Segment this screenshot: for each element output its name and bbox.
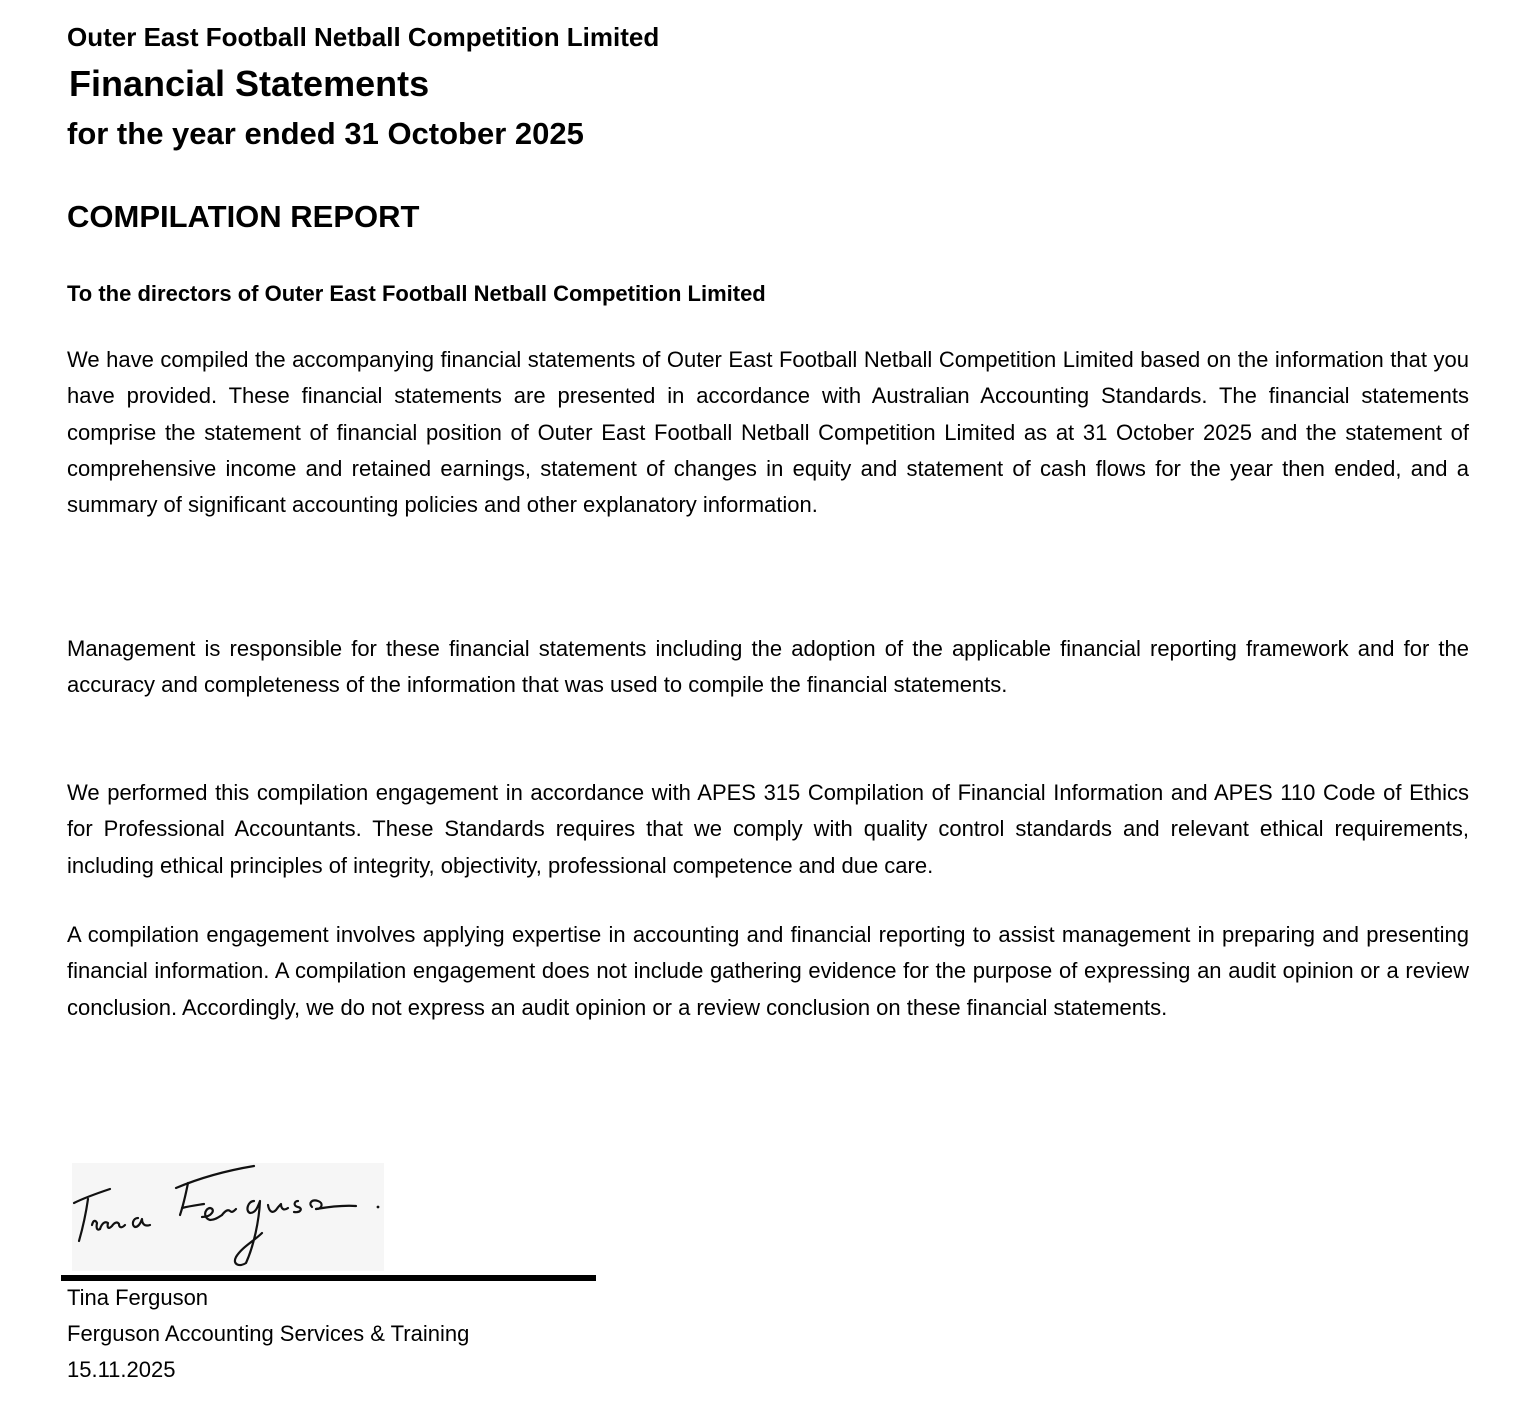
report-addressee: To the directors of Outer East Football Netball Competition Limited [67,281,766,306]
handwritten-signature [72,1163,384,1271]
signature-date: 15.11.2025 [67,1357,176,1382]
report-paragraph: We performed this compilation engagement in accordance with APES 315 Compilation of Financial Information and APES 110 Code of Ethics for Professional Accountants. These Standards requires that we comply with quality control standards and relevant ethical requirements, including ethical principles of integrity, objectivity, professional competence and due care. [67,780,1469,878]
signatory-firm: Ferguson Accounting Services & Training [67,1321,470,1346]
organisation-name: Outer East Football Netball Competition Limited [67,22,660,52]
reporting-period: for the year ended 31 October 2025 [67,116,584,151]
signature-image [72,1163,384,1271]
compilation-report-page [67,0,1469,1404]
signatory-name: Tina Ferguson [67,1285,209,1310]
report-paragraph: Management is responsible for these financial statements including the adoption of the applicable financial reporting framework and for the accuracy and completeness of the information that was used to compile the financial statements. [67,636,1469,698]
report-paragraph: A compilation engagement involves applying expertise in accounting and financial reporting to assist management in preparing and presenting financial information. A compilation engagement does not include gathering evidence for the purpose of expressing an audit opinion or a review conclusion. Accordingly, we do not express an audit opinion or a review conclusion on these financial statements. [67,922,1469,1020]
report-heading: COMPILATION REPORT [67,199,420,234]
report-paragraph: We have compiled the accompanying financial statements of Outer East Football Netball Competition Limited based on the information that you have provided. These financial statements are presented in accordance with Australian Accounting Standards. The financial statements comprise the statement of financial position of Outer East Football Netball Competition Limited as at 31 October 2025 and the statement of comprehensive income and retained earnings, statement of changes in equity and statement of cash flows for the year then ended, and a summary of significant accounting policies and other explanatory information. [67,347,1469,518]
document-title: Financial Statements [69,63,430,104]
